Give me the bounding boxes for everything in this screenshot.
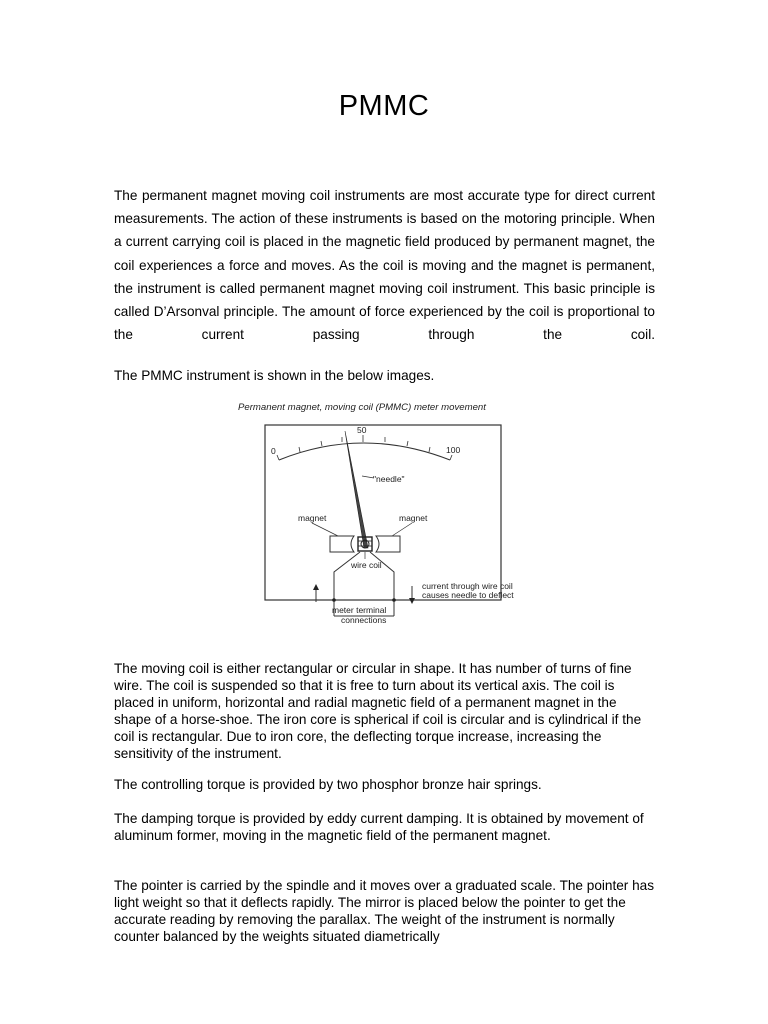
magnet-left-shape <box>330 536 354 552</box>
scale-label-max: 100 <box>446 445 461 455</box>
terminal-label-line1: meter terminal <box>332 605 387 615</box>
pmmc-diagram <box>232 396 544 632</box>
magnet-right-shape <box>376 536 400 552</box>
wire-coil-label: wire coil <box>351 560 382 570</box>
current-label-line1: current through wire coil <box>422 581 513 591</box>
scale-arc <box>279 443 450 460</box>
figure-caption: Permanent magnet, moving coil (PMMC) meter movement <box>238 402 486 413</box>
scale-label-min: 0 <box>271 446 276 456</box>
current-label-line2: causes needle to deflect <box>422 590 514 600</box>
pmmc-figure <box>232 396 544 632</box>
figure-intro-text: The PMMC instrument is shown in the below images. <box>114 368 435 383</box>
scale-label-mid: 50 <box>357 425 367 435</box>
page-title: PMMC <box>338 90 430 122</box>
needle-pointer <box>345 431 368 548</box>
scale-ticks <box>277 435 452 460</box>
intro-paragraph: The permanent magnet moving coil instruments are most accurate type for direct current measurements. The action of these instruments is based on the motoring principle. When a current carrying coil is placed in the magnetic field produced by permanent magnet, the coil experiences a force and moves. As the coil is moving and the magnet is permanent, the instrument is called permanent magnet moving coil instrument. This basic principle is called D’Arsonval principle. The amount of force experienced by the coil is proportional to the current passing through the coil. <box>114 188 655 343</box>
magnet-left-label: magnet <box>298 513 327 523</box>
controlling-torque-paragraph: The controlling torque is provided by two phosphor bronze hair springs. <box>114 777 542 792</box>
magnet-right-label: magnet <box>399 513 428 523</box>
terminal-label-line2: connections <box>341 615 387 625</box>
pointer-paragraph: The pointer is carried by the spindle and it moves over a graduated scale. The pointer has light weight so that it deflects rapidly. The mirror is placed below the pointer to get the accurate reading by removing the parallax. The weight of the instrument is normally counter balanced by the weights situated diametrically <box>114 878 655 944</box>
damping-torque-paragraph: The damping torque is provided by eddy current damping. It is obtained by movement of aluminum former, moving in the magnetic field of the permanent magnet. <box>114 811 644 843</box>
moving-coil-paragraph: The moving coil is either rectangular or circular in shape. It has number of turns of fine wire. The coil is suspended so that it is free to turn about its vertical axis. The coil is placed in uniform, horizontal and radial magnetic field of a permanent magnet in the shape of a horse-shoe. The iron core is spherical if coil is circular and is cylindrical if the coil is rectangular. Due to iron core, the deflecting torque increase, increasing the sensitivity of the instrument. <box>114 661 642 761</box>
needle-label: "needle" <box>373 474 405 484</box>
